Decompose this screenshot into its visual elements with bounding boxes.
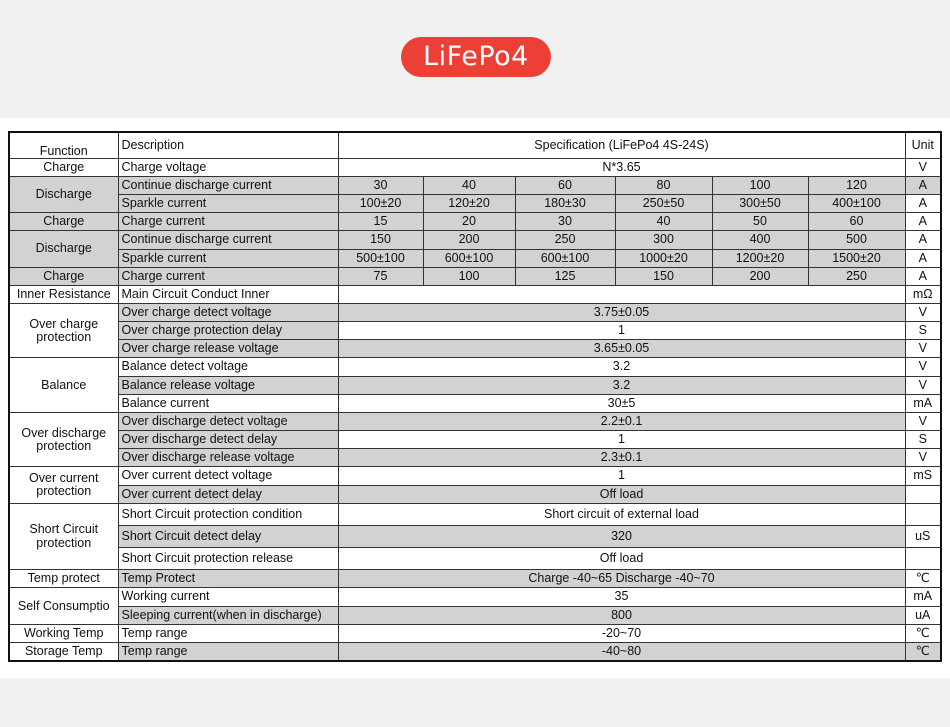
spec-value-cell: -40~80: [338, 642, 905, 661]
description-cell: Balance detect voltage: [118, 358, 338, 376]
unit-cell: A: [905, 195, 941, 213]
function-cell: Working Temp: [9, 624, 118, 642]
table-row: [9, 449, 941, 467]
spec-value-cell: 1000±20: [615, 249, 712, 267]
spec-value-cell: 120: [808, 176, 905, 194]
spec-value-cell: Short circuit of external load: [338, 503, 905, 525]
description-cell: Temp range: [118, 624, 338, 642]
table-row: [9, 285, 941, 303]
unit-cell: V: [905, 303, 941, 321]
table-row: [9, 503, 941, 525]
spec-value-cell: 200: [712, 267, 808, 285]
unit-cell: A: [905, 249, 941, 267]
spec-value-cell: 15: [338, 213, 423, 231]
description-cell: Main Circuit Conduct Inner: [118, 285, 338, 303]
spec-value-cell: Off load: [338, 548, 905, 570]
table-row: [9, 303, 941, 321]
spec-value-cell: 200: [423, 231, 515, 249]
spec-value-cell: 20: [423, 213, 515, 231]
spec-value-cell: 400: [712, 231, 808, 249]
table-row: [9, 467, 941, 485]
table-row: [9, 588, 941, 606]
function-cell: Discharge: [9, 176, 118, 212]
spec-value-cell: 120±20: [423, 195, 515, 213]
unit-cell: V: [905, 340, 941, 358]
spec-value-cell: 600±100: [423, 249, 515, 267]
unit-cell: A: [905, 176, 941, 194]
function-cell: Discharge: [9, 231, 118, 267]
unit-cell: ℃: [905, 624, 941, 642]
description-cell: Balance release voltage: [118, 376, 338, 394]
spec-value-cell: 3.2: [338, 358, 905, 376]
spec-value-cell: 2.2±0.1: [338, 412, 905, 430]
spec-value-cell: 3.65±0.05: [338, 340, 905, 358]
unit-cell: S: [905, 431, 941, 449]
unit-cell: mS: [905, 467, 941, 485]
function-cell: Over discharge protection: [9, 412, 118, 466]
description-cell: Over discharge release voltage: [118, 449, 338, 467]
spec-value-cell: 30: [515, 213, 615, 231]
spec-value-cell: 500±100: [338, 249, 423, 267]
description-cell: Over current detect voltage: [118, 467, 338, 485]
table-row: [9, 485, 941, 503]
unit-cell: uS: [905, 525, 941, 547]
description-cell: Temp range: [118, 642, 338, 661]
unit-cell: A: [905, 213, 941, 231]
description-cell: Sparkle current: [118, 195, 338, 213]
spec-value-cell: 1: [338, 431, 905, 449]
spec-value-cell: 180±30: [515, 195, 615, 213]
header-function: Function: [9, 132, 118, 158]
unit-cell: ℃: [905, 642, 941, 661]
description-cell: Short Circuit detect delay: [118, 525, 338, 547]
table-row: [9, 231, 941, 249]
spec-value-cell: 40: [423, 176, 515, 194]
unit-cell: mA: [905, 394, 941, 412]
function-cell: Storage Temp: [9, 642, 118, 661]
spec-value-cell: 500: [808, 231, 905, 249]
spec-value-cell: 35: [338, 588, 905, 606]
spec-value-cell: 400±100: [808, 195, 905, 213]
function-cell: Charge: [9, 158, 118, 176]
table-row: [9, 267, 941, 285]
spec-value-cell: 250: [515, 231, 615, 249]
spec-value-cell: 3.2: [338, 376, 905, 394]
spec-value-cell: 250±50: [615, 195, 712, 213]
unit-cell: uA: [905, 606, 941, 624]
description-cell: Charge current: [118, 267, 338, 285]
unit-cell: V: [905, 158, 941, 176]
product-title-badge: LiFePo4: [401, 37, 551, 77]
unit-cell: V: [905, 449, 941, 467]
description-cell: Working current: [118, 588, 338, 606]
spec-value-cell: 150: [615, 267, 712, 285]
spec-value-cell: 150: [338, 231, 423, 249]
spec-value-cell: -20~70: [338, 624, 905, 642]
spec-value-cell: 1: [338, 322, 905, 340]
spec-table: [8, 131, 942, 662]
spec-value-cell: Off load: [338, 485, 905, 503]
unit-cell: V: [905, 358, 941, 376]
description-cell: Short Circuit protection release: [118, 548, 338, 570]
description-cell: Continue discharge current: [118, 231, 338, 249]
table-row: [9, 412, 941, 430]
description-cell: Charge voltage: [118, 158, 338, 176]
table-row: [9, 431, 941, 449]
spec-value-cell: 125: [515, 267, 615, 285]
spec-value-cell: 30: [338, 176, 423, 194]
unit-cell: A: [905, 231, 941, 249]
description-cell: Continue discharge current: [118, 176, 338, 194]
description-cell: Short Circuit protection condition: [118, 503, 338, 525]
table-row: [9, 195, 941, 213]
table-row: [9, 249, 941, 267]
table-row: [9, 213, 941, 231]
description-cell: Sparkle current: [118, 249, 338, 267]
unit-cell: [905, 485, 941, 503]
table-row: [9, 570, 941, 588]
description-cell: Balance current: [118, 394, 338, 412]
unit-cell: mΩ: [905, 285, 941, 303]
spec-value-cell: 600±100: [515, 249, 615, 267]
spec-value-cell: 100: [712, 176, 808, 194]
spec-value-cell: 300±50: [712, 195, 808, 213]
function-cell: Balance: [9, 358, 118, 412]
spec-value-cell: 100±20: [338, 195, 423, 213]
spec-value-cell: 75: [338, 267, 423, 285]
description-cell: Over charge detect voltage: [118, 303, 338, 321]
description-cell: Sleeping current(when in discharge): [118, 606, 338, 624]
table-header-row: [9, 132, 941, 158]
function-cell: Charge: [9, 213, 118, 231]
spec-value-cell: 80: [615, 176, 712, 194]
table-row: [9, 376, 941, 394]
table-row: [9, 548, 941, 570]
table-row: [9, 176, 941, 194]
function-cell: Charge: [9, 267, 118, 285]
table-row: [9, 358, 941, 376]
description-cell: Over discharge detect voltage: [118, 412, 338, 430]
header-unit: Unit: [905, 132, 941, 158]
spec-value-cell: 60: [515, 176, 615, 194]
spec-value-cell: 40: [615, 213, 712, 231]
spec-value-cell: 1500±20: [808, 249, 905, 267]
description-cell: Over discharge detect delay: [118, 431, 338, 449]
table-row: [9, 606, 941, 624]
unit-cell: V: [905, 376, 941, 394]
table-row: [9, 322, 941, 340]
header-specification: Specification (LiFePo4 4S-24S): [338, 132, 905, 158]
unit-cell: mA: [905, 588, 941, 606]
description-cell: Charge current: [118, 213, 338, 231]
table-row: [9, 158, 941, 176]
table-row: [9, 624, 941, 642]
spec-value-cell: [338, 285, 905, 303]
description-cell: Over charge release voltage: [118, 340, 338, 358]
unit-cell: V: [905, 412, 941, 430]
spec-value-cell: Charge -40~65 Discharge -40~70: [338, 570, 905, 588]
function-cell: Temp protect: [9, 570, 118, 588]
description-cell: Over charge protection delay: [118, 322, 338, 340]
spec-value-cell: 3.75±0.05: [338, 303, 905, 321]
spec-value-cell: N*3.65: [338, 158, 905, 176]
description-cell: Temp Protect: [118, 570, 338, 588]
unit-cell: [905, 548, 941, 570]
function-cell: Over current protection: [9, 467, 118, 503]
function-cell: Short Circuit protection: [9, 503, 118, 570]
spec-value-cell: 2.3±0.1: [338, 449, 905, 467]
description-cell: Over current detect delay: [118, 485, 338, 503]
unit-cell: ℃: [905, 570, 941, 588]
spec-value-cell: 1: [338, 467, 905, 485]
spec-value-cell: 1200±20: [712, 249, 808, 267]
table-row: [9, 340, 941, 358]
table-row: [9, 642, 941, 661]
function-cell: Over charge protection: [9, 303, 118, 357]
spec-value-cell: 100: [423, 267, 515, 285]
header-description: Description: [118, 132, 338, 158]
unit-cell: [905, 503, 941, 525]
spec-value-cell: 250: [808, 267, 905, 285]
function-cell: Self Consumptio: [9, 588, 118, 624]
function-cell: Inner Resistance: [9, 285, 118, 303]
table-row: [9, 525, 941, 547]
spec-value-cell: 320: [338, 525, 905, 547]
unit-cell: A: [905, 267, 941, 285]
spec-value-cell: 800: [338, 606, 905, 624]
spec-value-cell: 60: [808, 213, 905, 231]
spec-value-cell: 300: [615, 231, 712, 249]
spec-value-cell: 30±5: [338, 394, 905, 412]
table-row: [9, 394, 941, 412]
unit-cell: S: [905, 322, 941, 340]
spec-value-cell: 50: [712, 213, 808, 231]
